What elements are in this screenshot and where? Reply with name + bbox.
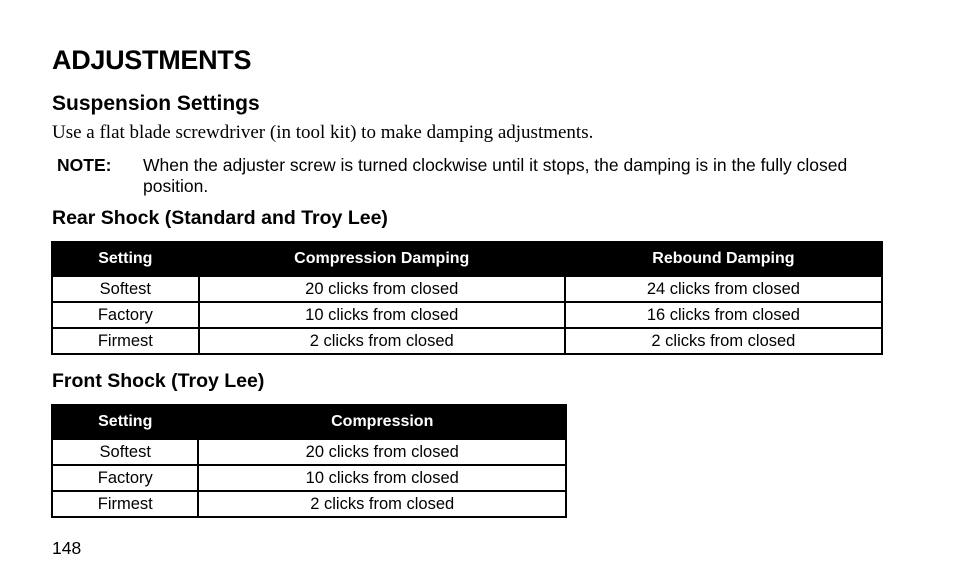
header-rebound-damping: Rebound Damping (565, 242, 882, 276)
cell-compression: 10 clicks from closed (198, 465, 566, 491)
table-header-row (52, 405, 566, 439)
cell-rebound: 16 clicks from closed (565, 302, 882, 328)
table-row (52, 465, 566, 491)
table-row (52, 491, 566, 517)
cell-setting: Softest (52, 276, 199, 302)
table-row (52, 276, 882, 302)
cell-compression: 2 clicks from closed (198, 491, 566, 517)
page-number: 148 (52, 538, 82, 558)
cell-setting: Factory (52, 465, 198, 491)
rear-shock-title: Rear Shock (Standard and Troy Lee) (52, 207, 388, 229)
rear-shock-table (51, 241, 883, 355)
cell-compression: 20 clicks from closed (198, 439, 566, 465)
table-row (52, 302, 882, 328)
cell-rebound: 24 clicks from closed (565, 276, 882, 302)
header-setting: Setting (52, 242, 199, 276)
front-shock-table (51, 404, 567, 518)
cell-rebound: 2 clicks from closed (565, 328, 882, 354)
cell-setting: Softest (52, 439, 198, 465)
section-title: Suspension Settings (52, 92, 260, 115)
cell-compression: 20 clicks from closed (199, 276, 565, 302)
page-title: ADJUSTMENTS (52, 45, 252, 75)
cell-setting: Factory (52, 302, 199, 328)
cell-compression: 2 clicks from closed (199, 328, 565, 354)
intro-text: Use a flat blade screwdriver (in tool kit) to make damping adjustments. (52, 122, 594, 143)
front-shock-title: Front Shock (Troy Lee) (52, 370, 265, 392)
table-row (52, 328, 882, 354)
header-compression: Compression (198, 405, 566, 439)
header-compression-damping: Compression Damping (199, 242, 565, 276)
note-text: When the adjuster screw is turned clockwise until it stops, the damping is in the fully closed position. (143, 155, 848, 196)
cell-setting: Firmest (52, 491, 198, 517)
table-header-row (52, 242, 882, 276)
table-row (52, 439, 566, 465)
cell-compression: 10 clicks from closed (199, 302, 565, 328)
cell-setting: Firmest (52, 328, 199, 354)
header-setting: Setting (52, 405, 198, 439)
note-label: NOTE: (57, 155, 112, 175)
